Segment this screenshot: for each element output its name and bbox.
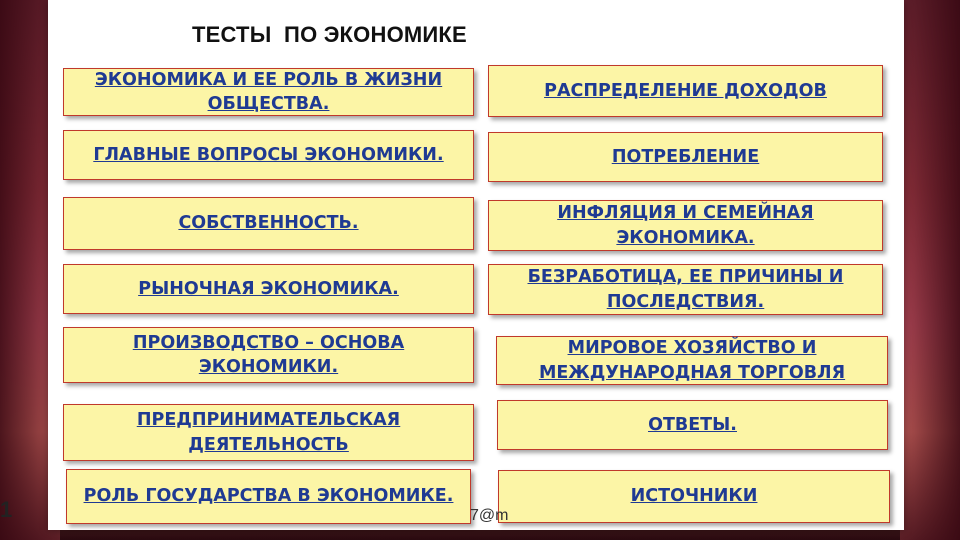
link-property[interactable] [63,197,474,250]
link-market-economy-label: РЫНОЧНАЯ ЭКОНОМИКА. [138,278,399,299]
link-world-economy[interactable] [496,336,888,385]
link-sources-label: ИСТОЧНИКИ [630,486,758,507]
link-property-label: СОБСТВЕННОСТЬ. [178,213,359,234]
link-income-distribution-label: РАСПРЕДЕЛЕНИЕ ДОХОДОВ [544,80,827,101]
link-income-distribution[interactable] [488,65,883,117]
slide-title: ТЕСТЫ ПО ЭКОНОМИКЕ [192,22,467,47]
link-consumption-label: ПОТРЕБЛЕНИЕ [611,146,760,167]
link-inflation[interactable] [488,200,883,251]
link-production-label: ПРОИЗВОДСТВО – ОСНОВА ЭКОНОМИКИ. [132,332,405,377]
link-state-role[interactable] [66,469,471,524]
link-answers[interactable] [497,400,888,450]
link-economy-role-label: ЭКОНОМИКА И ЕЕ РОЛЬ В ЖИЗНИ ОБЩЕСТВА. [94,69,443,114]
link-entrepreneurship-label: ПРЕДПРИНИМАТЕЛЬСКАЯ ДЕЯТЕЛЬНОСТЬ [136,410,401,455]
link-main-questions[interactable] [63,130,474,180]
link-unemployment-label: БЕЗРАБОТИЦА, ЕЕ ПРИЧИНЫ И ПОСЛЕДСТВИЯ. [527,267,844,312]
corner-number: 1 [0,497,13,522]
footer-watermark: 7@m [470,507,509,524]
link-main-questions-label: ГЛАВНЫЕ ВОПРОСЫ ЭКОНОМИКИ. [93,144,444,165]
link-production[interactable] [63,327,474,383]
link-inflation-label: ИНФЛЯЦИЯ И СЕМЕЙНАЯ ЭКОНОМИКА. [557,203,814,248]
link-world-economy-label: МИРОВОЕ ХОЗЯЙСТВО И МЕЖДУНАРОДНАЯ ТОРГОВЛЯ [538,338,846,383]
link-unemployment[interactable] [488,264,883,315]
link-entrepreneurship[interactable] [63,404,474,461]
link-market-economy[interactable] [63,264,474,314]
background-right [900,0,960,540]
link-consumption[interactable] [488,132,883,182]
link-economy-role[interactable] [63,68,474,116]
link-state-role-label: РОЛЬ ГОСУДАРСТВА В ЭКОНОМИКЕ. [83,486,454,507]
link-sources[interactable] [498,470,890,523]
link-answers-label: ОТВЕТЫ. [648,414,737,435]
